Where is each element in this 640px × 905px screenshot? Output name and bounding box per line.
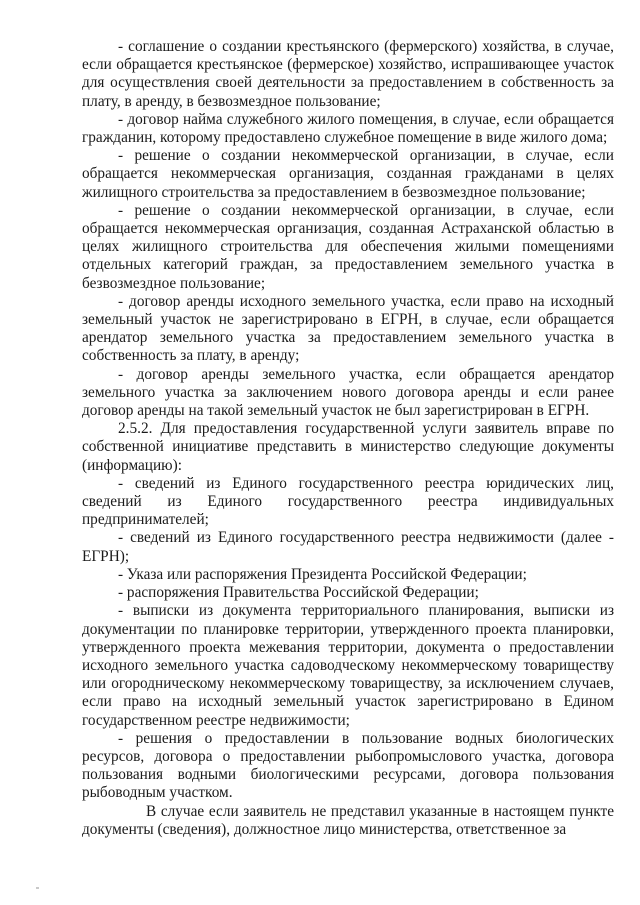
paragraph-planning-extract: - выписки из документа территориального планирования, выписки из документации по планировке территории, утвержденного проекта планировки, утвержденного проекта межевания территории, документа о предоставлении исходного земельного участка садоводческому некоммерческому товариществу или огородническому некоммерческому товариществу, за исключением случаев, если право на исходный земельный участок зарегистрировано в Едином государственном реестре недвижимости; (82, 602, 614, 729)
paragraph-original-lease: - договор аренды исходного земельного участка, если право на исходный земельный участок не зарегистрировано в ЕГРН, в случае, если обращается арендатор земельного участка за предоставлением земельного участка в собственность за плату, в аренду; (82, 292, 614, 365)
paragraph-government-order: - распоряжения Правительства Российской Федерации; (118, 584, 479, 602)
paragraph-water-resources: - решения о предоставлении в пользование водных биологических ресурсов, договора о предоставлении рыбопромыслового участка, договора пользования водными биологическими ресурсами, договора пользования рыбоводным участком. (82, 729, 614, 802)
paragraph-legal-entities-registry: - сведений из Единого государственного реестра юридических лиц, сведений из Единого государственного реестра индивидуальных предпринимателей; (82, 474, 614, 529)
scan-speck (36, 887, 39, 889)
paragraph-new-lease: - договор аренды земельного участка, если обращается арендатор земельного участка за заключением нового договора аренды и если ранее договор аренды на такой земельный участок не был зарегистрирован в ЕГРН. (82, 365, 614, 420)
document-body (82, 38, 614, 839)
paragraph-president-decree: - Указа или распоряжения Президента Российской Федерации; (118, 565, 527, 583)
paragraph-housing-lease: - договор найма служебного жилого помещения, в случае, если обращается гражданин, которому предоставлено служебное помещение в виде жилого дома; (82, 110, 614, 147)
paragraph-real-estate-registry: - сведений из Единого государственного реестра недвижимости (далее - ЕГРН); (82, 529, 614, 565)
paragraph-nonprofit-region: - решение о создании некоммерческой организации, в случае, если обращается некоммерческая организация, созданная Астраханской областью в целях жилищного строительства для обеспечения жилыми помещениями отдельных категорий граждан, за предоставлением земельного участка в безвозмездное пользование; (82, 201, 614, 292)
paragraph-farm-agreement: - соглашение о создании крестьянского (фермерского) хозяйства, в случае, если обращается крестьянское (фермерское) хозяйство, испрашивающее участок для осуществления своей деятельности за предоставлением в собственность за плату, в аренду, в безвозмездное пользование; (82, 38, 614, 110)
paragraph-section-2-5-2: 2.5.2. Для предоставления государственной услуги заявитель вправе по собственной инициативе представить в министерство следующие документы (информацию): (82, 420, 614, 474)
paragraph-if-not-provided: В случае если заявитель не представил указанные в настоящем пункте документы (сведения), должностное лицо министерства, ответственное за (82, 802, 614, 838)
paragraph-nonprofit-citizens: - решение о создании некоммерческой организации, в случае, если обращается некоммерческая организация, созданная гражданами в целях жилищного строительства за предоставлением в безвозмездное пользование; (82, 147, 614, 201)
